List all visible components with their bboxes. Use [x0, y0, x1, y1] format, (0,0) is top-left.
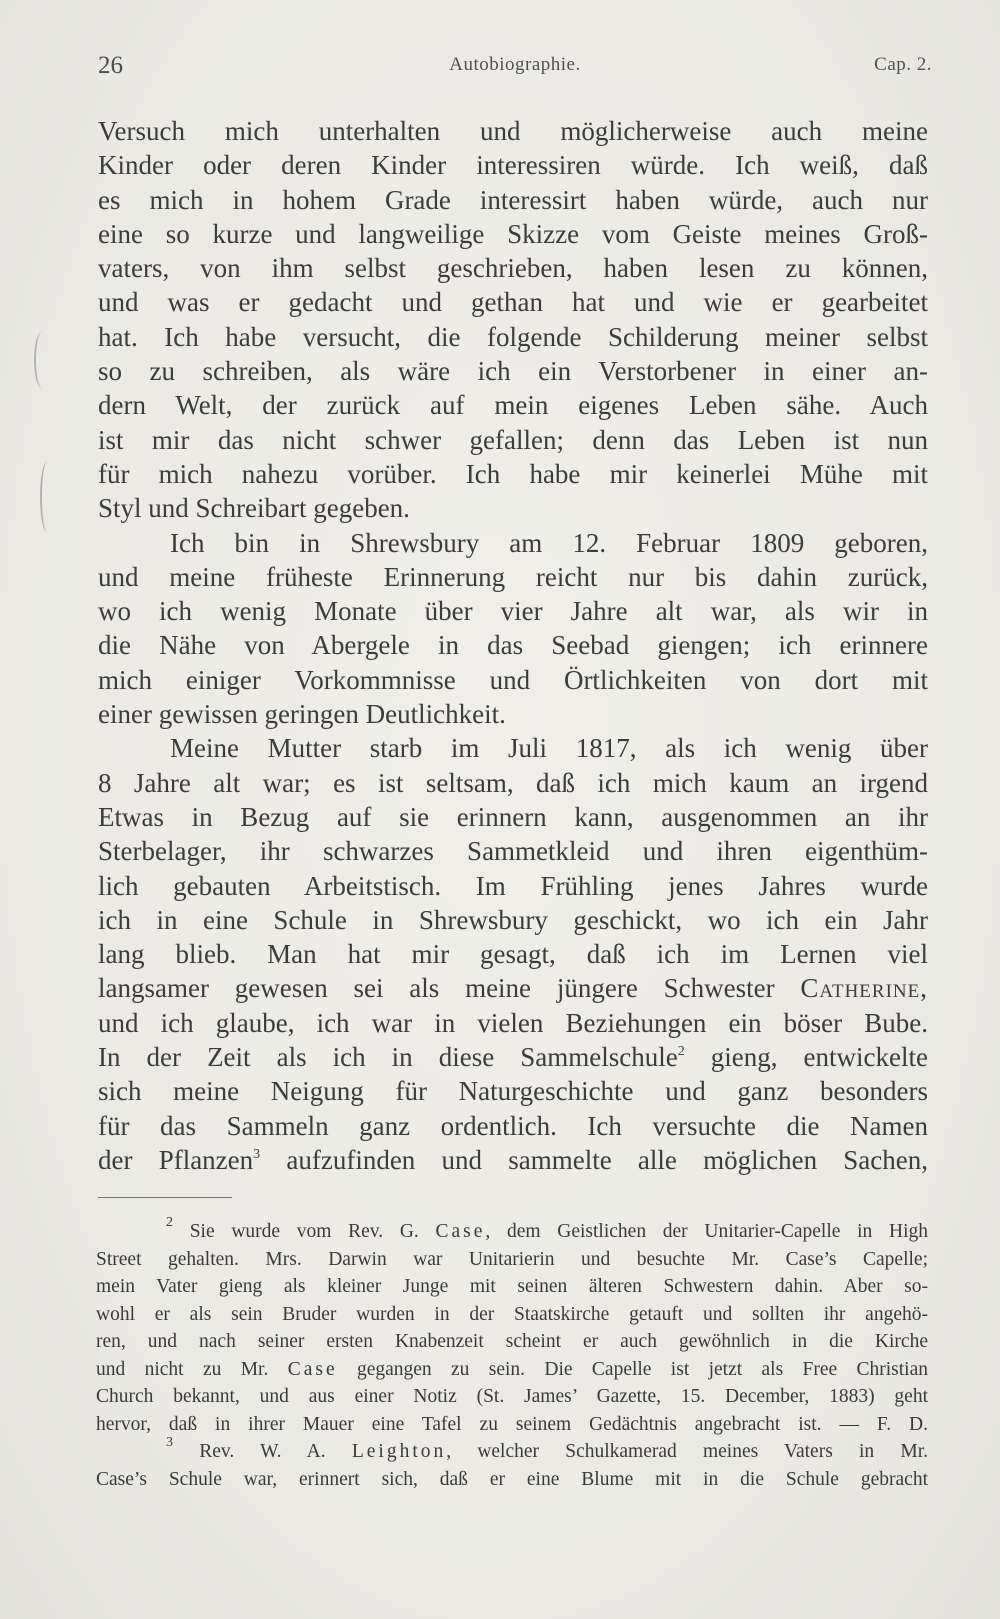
- text-line: vaters, von ihm selbst geschrieben, haben lesen zu können,: [98, 253, 928, 284]
- footnote-line: [96, 1356, 928, 1384]
- text-segment: In der Zeit als ich in diese Sammelschule: [98, 1042, 678, 1073]
- text-segment: , welcher Schulkamerad meines Vaters in Mr.: [446, 1441, 928, 1462]
- person-name: Case: [287, 1358, 338, 1380]
- text-segment: gegangen zu sein. Die Capelle ist jetzt als Free Christian: [337, 1358, 928, 1380]
- text-line: und ich glaube, ich war in vielen Beziehungen ein böser Bube.: [98, 1007, 928, 1038]
- text-line: lang blieb. Man hat mir gesagt, daß ich im Lernen viel: [98, 939, 928, 970]
- text-line: [98, 1040, 928, 1074]
- text-line: es mich in hohem Grade interessirt haben würde, auch nur: [98, 184, 928, 215]
- main-text: [98, 114, 928, 1177]
- text-line: wo ich wenig Monate über vier Jahre alt war, als wir in: [98, 596, 928, 627]
- text-line: für das Sammeln ganz ordentlich. Ich versuchte die Namen: [98, 1110, 928, 1141]
- text-line: hat. Ich habe versucht, die folgende Schilderung meiner selbst: [98, 321, 928, 352]
- footnote-marker: 2: [166, 1215, 173, 1230]
- text-line: Sterbelager, ihr schwarzes Sammetkleid und ihren eigenthüm-: [98, 836, 928, 867]
- footnote-rule: [98, 1197, 232, 1198]
- text-line: Styl und Schreibart gegeben.: [98, 493, 410, 524]
- text-line: Kinder oder deren Kinder interessiren würde. Ich weiß, daß: [98, 150, 928, 181]
- footnote-line: hervor, daß in ihrer Mauer eine Tafel zu seinem Gedächtnis angebracht ist. — F. D.: [96, 1413, 928, 1435]
- text-line: eine so kurze und langweilige Skizze vom Geiste meines Groß-: [98, 218, 928, 249]
- text-line: so zu schreiben, als wäre ich ein Verstorbener in einer an-: [98, 356, 928, 387]
- text-segment: Sie wurde vom Rev. G.: [189, 1221, 436, 1242]
- text-line: für mich nahezu vorüber. Ich habe mir keinerlei Mühe mit: [98, 458, 928, 489]
- text-segment: Rev. W. A.: [199, 1441, 352, 1462]
- text-line: und was er gedacht und gethan hat und wie er gearbeitet: [98, 287, 928, 318]
- footnote-marker: 3: [166, 1435, 173, 1450]
- running-title: Autobiographie.: [449, 54, 581, 75]
- text-line: dern Welt, der zurück auf mein eigenes Leben sähe. Auch: [98, 390, 928, 421]
- page-number: 26: [98, 52, 123, 79]
- chapter-label: Cap. 2.: [874, 54, 932, 75]
- text-line: [98, 971, 928, 1005]
- text-line: sich meine Neigung für Naturgeschichte und ganz besonders: [98, 1076, 928, 1107]
- text-line: ist mir das nicht schwer gefallen; denn das Leben ist nun: [98, 424, 928, 455]
- text-line: 8 Jahre alt war; es ist seltsam, daß ich mich kaum an irgend: [98, 767, 928, 798]
- text-line: und meine früheste Erinnerung reicht nur bis dahin zurück,: [98, 561, 928, 592]
- running-head: [98, 52, 932, 82]
- footnote-line: Street gehalten. Mrs. Darwin war Unitarierin und besuchte Mr. Case’s Capelle;: [96, 1248, 928, 1270]
- person-name: Case: [435, 1221, 486, 1242]
- text-line: Etwas in Bezug auf sie erinnern kann, ausgenommen an ihr: [98, 801, 928, 832]
- footnote-line: Church bekannt, und aus einer Notiz (St. James’ Gazette, 15. December, 1883) geht: [96, 1386, 928, 1407]
- text-segment: gieng, entwickelte: [684, 1042, 928, 1073]
- text-line: Meine Mutter starb im Juli 1817, als ich wenig über: [170, 733, 928, 764]
- text-line: einer gewissen geringen Deutlichkeit.: [98, 699, 506, 730]
- footnote-line: [96, 1435, 928, 1466]
- text-segment: aufzufinden und sammelte alle möglichen Sachen,: [260, 1144, 929, 1175]
- pencil-mark-upper: [34, 332, 50, 388]
- text-line: mich einiger Vorkommnisse und Örtlichkeiten von dort mit: [98, 664, 928, 695]
- footnote-line: wohl er als sein Bruder wurden in der Staatskirche getauft und sollten ihr angehö-: [96, 1303, 928, 1325]
- footnote-line: Case’s Schule war, erinnert sich, daß er eine Blume mit in die Schule gebracht: [96, 1468, 928, 1490]
- text-line: lich gebauten Arbeitstisch. Im Frühling jenes Jahres wurde: [98, 870, 928, 901]
- person-name: Leighton: [351, 1441, 447, 1462]
- text-segment: der Pflanzen: [98, 1144, 254, 1175]
- footnote-line: ren, und nach seiner ersten Knabenzeit scheint er auch gewöhnlich in die Kirche: [96, 1331, 928, 1352]
- text-line: [98, 1143, 928, 1177]
- text-line: Ich bin in Shrewsbury am 12. Februar 1809 geboren,: [170, 527, 928, 558]
- text-line: ich in eine Schule in Shrewsbury geschickt, wo ich ein Jahr: [98, 904, 928, 935]
- text-line: Versuch mich unterhalten und möglicherweise auch meine: [98, 116, 928, 146]
- person-name: Catherine,: [800, 973, 928, 1004]
- text-line: die Nähe von Abergele in das Seebad giengen; ich erinnere: [98, 630, 928, 661]
- footnote-ref: 3: [253, 1146, 261, 1162]
- footnote-ref: 2: [677, 1044, 685, 1060]
- text-segment: , dem Geistlichen der Unitarier-Capelle in High: [485, 1221, 928, 1242]
- pencil-mark-lower: [40, 462, 54, 532]
- footnote-line: mein Vater gieng als kleiner Junge mit seinen älteren Schwestern dahin. Aber so-: [96, 1276, 928, 1297]
- footnote-line: [96, 1215, 928, 1246]
- text-segment: und nicht zu Mr.: [96, 1358, 288, 1380]
- text-segment: langsamer gewesen sei als meine jüngere Schwester: [98, 973, 801, 1004]
- footnotes: [96, 1215, 928, 1493]
